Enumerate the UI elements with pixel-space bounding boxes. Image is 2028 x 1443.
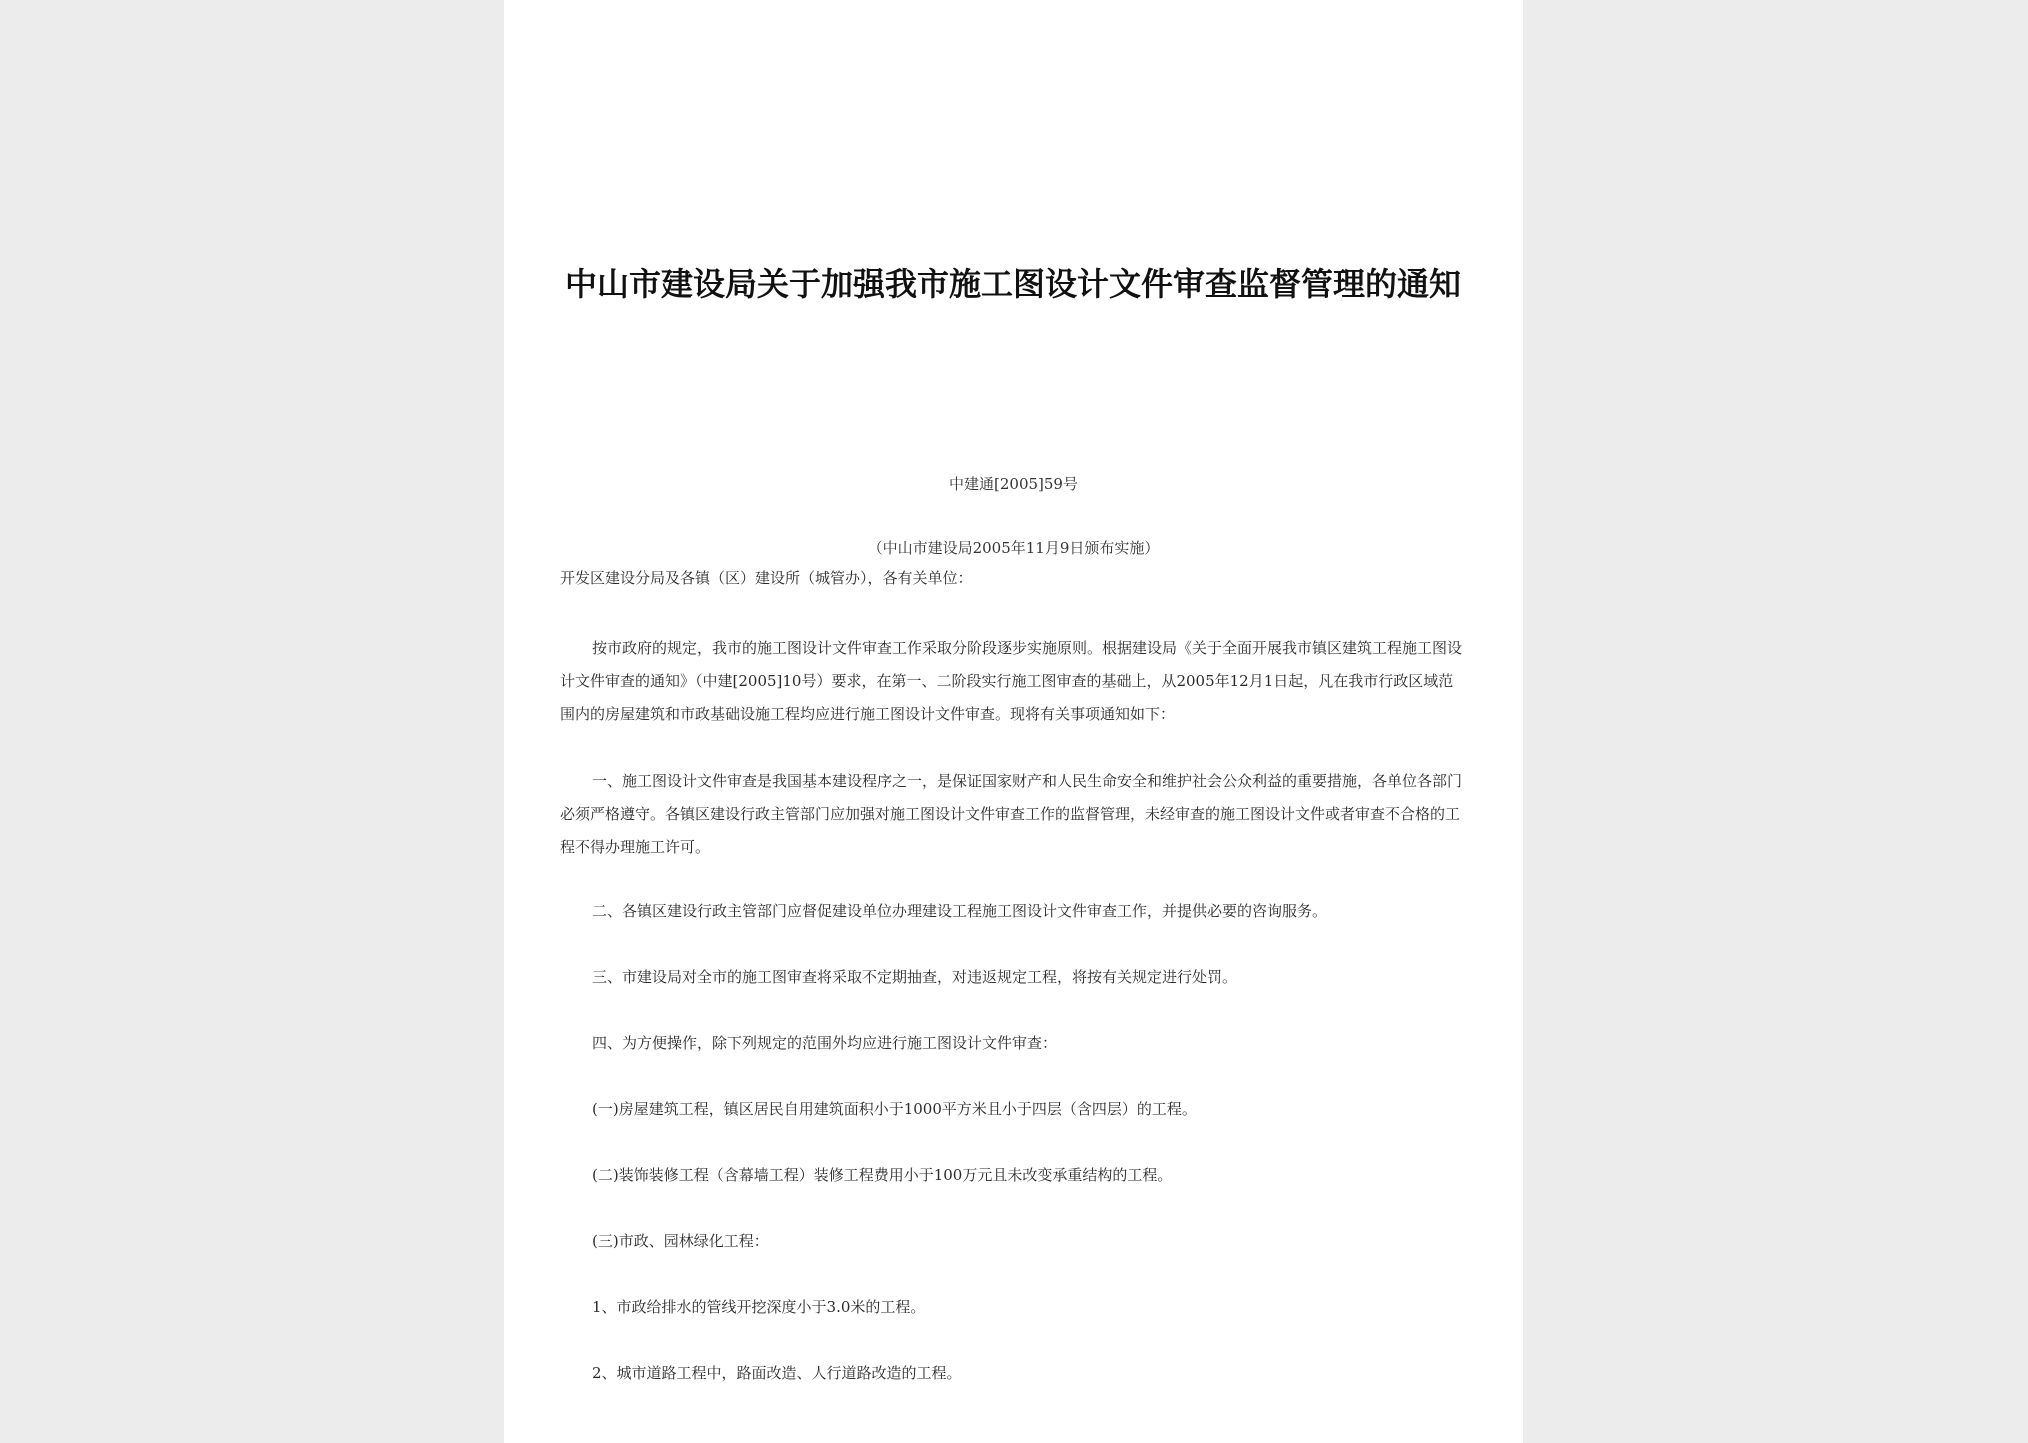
point-two-paragraph: 二、各镇区建设行政主管部门应督促建设单位办理建设工程施工图设计文件审查工作，并提供必要的咨询服务。: [592, 902, 1328, 920]
document-number: 中建通[2005]59号: [949, 475, 1078, 493]
subitem-two: (二)装饰装修工程（含幕墙工程）装修工程费用小于100万元且未改变承重结构的工程。: [592, 1166, 1173, 1184]
issue-note: （中山市建设局2005年11月9日颁布实施）: [867, 539, 1160, 557]
intro-paragraph: 按市政府的规定，我市的施工图设计文件审查工作采取分阶段逐步实施原则。根据建设局《关于全面开展我市镇区建筑工程施工图设计文件审查的通知》（中建[2005]10号）要求，在第一、二阶段实行施工图审查的基础上，从2005年12月1日起，凡在我市行政区域范围内的房屋建筑和市政基础设施工程均应进行施工图设计文件审查。现将有关事项通知如下：: [560, 639, 1463, 723]
point-four-paragraph: 四、为方便操作，除下列规定的范围外均应进行施工图设计文件审查：: [592, 1034, 1058, 1052]
subitem-one: (一)房屋建筑工程，镇区居民自用建筑面积小于1000平方米且小于四层（含四层）的工程。: [592, 1100, 1197, 1118]
list-item-two: 2、城市道路工程中，路面改造、人行道路改造的工程。: [592, 1364, 962, 1382]
point-three-paragraph: 三、市建设局对全市的施工图审查将采取不定期抽查，对违返规定工程，将按有关规定进行处罚。: [592, 968, 1238, 986]
document-title: 中山市建设局关于加强我市施工图设计文件审查监督管理的通知: [564, 265, 1461, 303]
list-item-one: 1、市政给排水的管线开挖深度小于3.0米的工程。: [592, 1298, 926, 1316]
document-page: [504, 0, 1523, 1443]
point-one-paragraph: 一、施工图设计文件审查是我国基本建设程序之一，是保证国家财产和人民生命安全和维护社会公众利益的重要措施，各单位各部门必须严格遵守。各镇区建设行政主管部门应加强对施工图设计文件审查工作的监督管理，未经审查的施工图设计文件或者审查不合格的工程不得办理施工许可。: [560, 772, 1463, 856]
subitem-three: (三)市政、园林绿化工程：: [592, 1232, 769, 1250]
addressee-line: 开发区建设分局及各镇（区）建设所（城管办），各有关单位：: [560, 569, 973, 587]
